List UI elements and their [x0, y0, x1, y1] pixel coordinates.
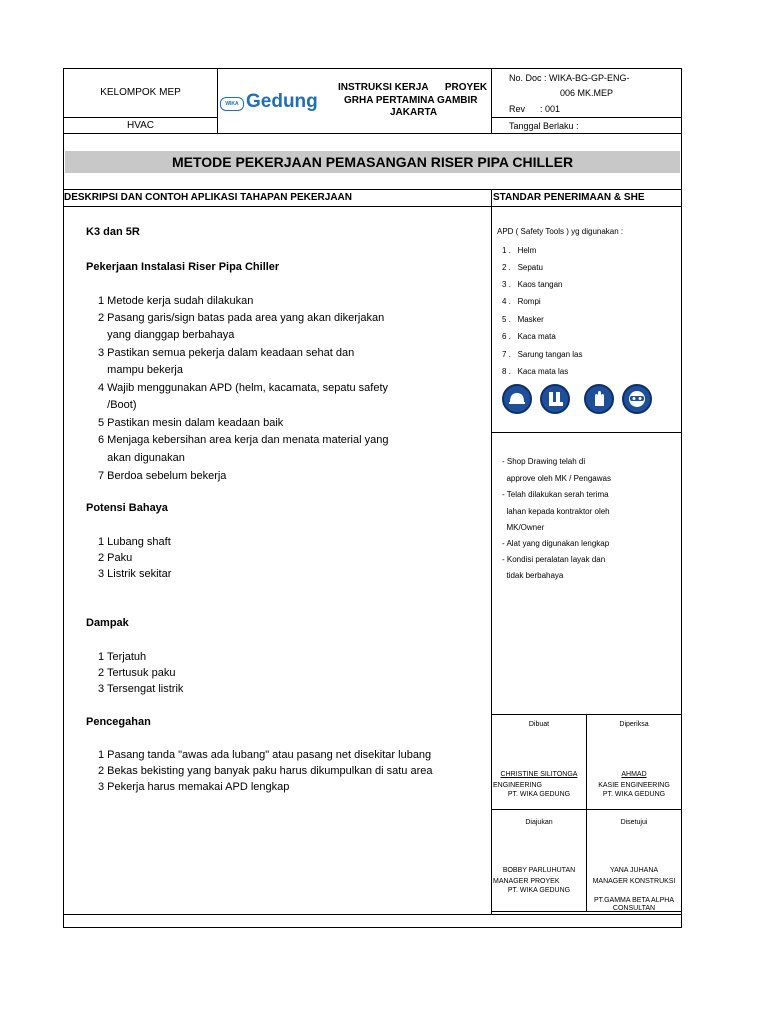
group-label: KELOMPOK MEP [100, 87, 181, 98]
list-item: 4 . Rompi [502, 297, 541, 306]
project-cell [217, 68, 492, 134]
checked-signer-name: AHMAD [621, 771, 647, 778]
instruction-line-3: JAKARTA [390, 107, 438, 118]
list-item: 3 . Kaos tangan [502, 280, 563, 289]
proposed-signer-name: BOBBY PARLUHUTAN [502, 867, 576, 874]
checked-label: Diperiksa [619, 721, 649, 728]
list-item: - Shop Drawing telah di [502, 457, 586, 466]
list-item: - Kondisi peralatan layak dan [502, 555, 606, 564]
list-item: 1 Pasang tanda "awas ada lubang" atau pasang net disekitar lubang [98, 749, 432, 761]
company-logo [220, 93, 332, 115]
list-item: 3 Pastikan semua pekerja dalam keadaan sehat dan [98, 347, 355, 359]
list-item: /Boot) [98, 399, 137, 411]
logo-wordmark: Gedung [246, 91, 318, 112]
doc-number-cont: 006 MK.MEP [560, 88, 614, 98]
list-item: 6 . Kaca mata [502, 332, 556, 341]
list-item: 3 Tersengat listrik [98, 683, 184, 695]
column-header-rule-top [63, 189, 682, 190]
list-item: 7 Berdoa sebelum bekerja [98, 470, 227, 482]
list-item: MK/Owner [502, 523, 545, 532]
list-item: 5 . Masker [502, 315, 544, 324]
approved-label: Disetujui [620, 819, 648, 826]
doc-revision: Rev : 001 [509, 104, 561, 114]
bottom-rule [63, 914, 682, 915]
logo-badge: WIKA [220, 97, 244, 111]
valid-date-cell [491, 117, 682, 134]
valid-date: Tanggal Berlaku : [509, 121, 579, 131]
k3-heading: K3 dan 5R [86, 226, 140, 238]
apd-title: APD ( Safety Tools ) yg digunakan : [497, 227, 624, 236]
list-item: 1 . Helm [502, 246, 537, 255]
list-item: 1 Lubang shaft [98, 536, 171, 548]
list-item: 5 Pastikan mesin dalam keadaan baik [98, 417, 284, 429]
list-item: mampu bekerja [98, 364, 183, 376]
list-item: 2 Bekas bekisting yang banyak paku harus dikumpulkan di satu area [98, 765, 433, 777]
made-signer-role: ENGINEERING [493, 782, 543, 789]
list-item: 2 . Sepatu [502, 263, 543, 272]
list-item: 3 Pekerja harus memakai APD lengkap [98, 781, 290, 793]
list-item: lahan kepada kontraktor oleh [502, 507, 610, 516]
list-item: 1 Metode kerja sudah dilakukan [98, 295, 254, 307]
made-signer-name: CHRISTINE SILITONGA [500, 771, 578, 778]
group-cell [63, 68, 218, 118]
list-item: 4 Wajib menggunakan APD (helm, kacamata, sepatu safety [98, 382, 389, 394]
section-installation-heading: Pekerjaan Instalasi Riser Pipa Chiller [86, 261, 280, 273]
list-item: 3 Listrik sekitar [98, 568, 172, 580]
helmet-icon [502, 384, 532, 414]
list-item: - Telah dilakukan serah terima [502, 490, 609, 499]
doc-info-cell [491, 68, 682, 118]
list-item: yang dianggap berbahaya [98, 329, 235, 341]
list-item: 2 Paku [98, 552, 133, 564]
list-item: 7 . Sarung tangan las [502, 350, 583, 359]
boots-icon [540, 384, 570, 414]
column-header-rule-bottom [63, 206, 682, 207]
approved-signer-role: MANAGER KONSTRUKSI [592, 878, 676, 885]
made-signer-company: PT. WIKA GEDUNG [507, 791, 571, 798]
approved-signer-company: PT.GAMMA BETA ALPHA [593, 897, 674, 904]
list-item: 2 Tertusuk paku [98, 667, 176, 679]
left-column-header: DESKRIPSI DAN CONTOH APLIKASI TAHAPAN PEKERJAAN [64, 192, 352, 203]
section-prevention-heading: Pencegahan [86, 716, 151, 728]
right-column-header: STANDAR PENERIMAAN & SHE [493, 192, 645, 203]
goggles-icon [622, 384, 652, 414]
list-item: approve oleh MK / Pengawas [502, 474, 611, 483]
approved-signer-company-cont: CONSULTAN [612, 905, 656, 912]
list-item: 1 Terjatuh [98, 651, 147, 663]
title-band [65, 151, 680, 173]
list-item: 2 Pasang garis/sign batas pada area yang akan dikerjakan [98, 312, 385, 324]
proposed-label: Diajukan [525, 819, 553, 826]
apd-section-divider [491, 432, 682, 433]
proposed-signer-company: PT. WIKA GEDUNG [507, 887, 571, 894]
instruction-line-2: GRHA PERTAMINA GAMBIR [344, 95, 478, 106]
section-hazard-heading: Potensi Bahaya [86, 502, 168, 514]
subgroup-cell [63, 117, 218, 134]
gloves-icon [584, 384, 614, 414]
page-title: METODE PEKERJAAN PEMASANGAN RISER PIPA CHILLER [171, 154, 574, 170]
subgroup-label: HVAC [126, 120, 155, 131]
list-item: - Alat yang digunakan lengkap [502, 539, 610, 548]
checked-signer-company: PT. WIKA GEDUNG [602, 791, 666, 798]
section-impact-heading: Dampak [86, 617, 129, 629]
instruction-line-1: INSTRUKSI KERJA PROYEK [338, 82, 488, 93]
list-item: 6 Menjaga kebersihan area kerja dan menata material yang [98, 434, 389, 446]
approved-signer-name: YANA JUHANA [609, 867, 659, 874]
list-item: 8 . Kaca mata las [502, 367, 569, 376]
list-item: tidak berbahaya [502, 571, 564, 580]
list-item: akan digunakan [98, 452, 185, 464]
checked-signer-role: KASIE ENGINEERING [598, 782, 670, 789]
proposed-signer-role: MANAGER PROYEK [493, 878, 560, 885]
made-label: Dibuat [528, 721, 550, 728]
doc-number: No. Doc : WIKA-BG-GP-ENG- [509, 73, 630, 83]
